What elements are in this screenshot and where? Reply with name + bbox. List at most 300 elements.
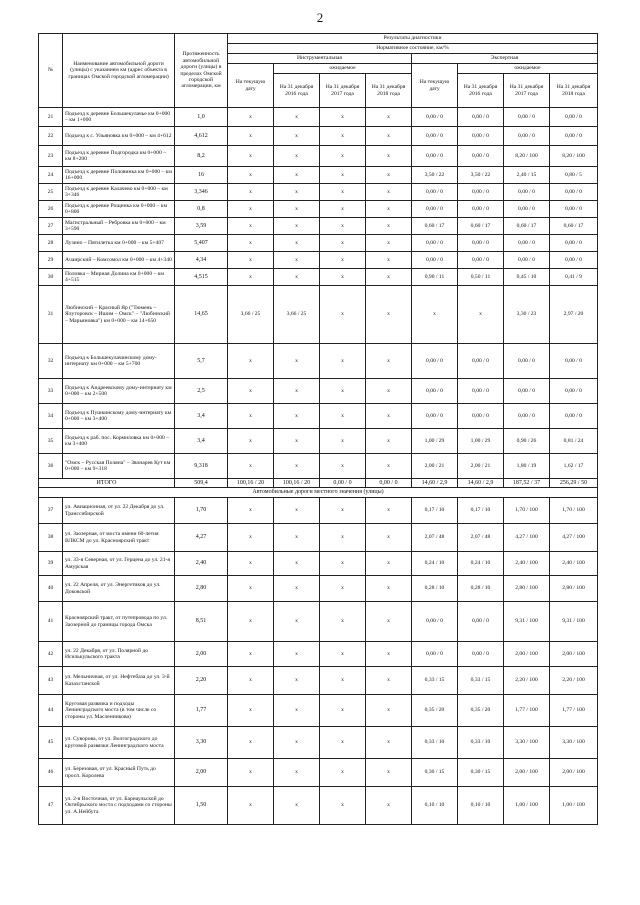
expert-2016: 0,00 / 0	[458, 404, 504, 429]
instr-current: x	[228, 727, 274, 759]
road-length: 2,80	[175, 576, 228, 602]
instr-2017: x	[320, 127, 366, 146]
expert-2018: 0,00 / 0	[550, 108, 598, 127]
row-number: 46	[39, 759, 63, 787]
instr-2018: x	[366, 404, 412, 429]
header-instr-current: На текущую дату	[228, 64, 274, 108]
section-title: Автомобильные дороги местного значения (улицы)	[39, 488, 598, 498]
instr-current: x	[228, 498, 274, 524]
road-name: Магистральный – Ребровка км 0+000 – км 3+590	[63, 218, 175, 235]
expert-current: 0,10 / 10	[412, 787, 458, 825]
road-name: Подъезд к раб. пос. Кормиловка км 0+000 – км 3+400	[63, 429, 175, 454]
expert-current: 0,00 / 0	[412, 127, 458, 146]
total-row	[39, 479, 598, 488]
instr-current: x	[228, 269, 274, 286]
expert-2017: 2,00 / 100	[504, 759, 550, 787]
expert-2017: 1,80 / 19	[504, 454, 550, 479]
road-name: Красноярский тракт, от путепровода по ул. Заозерной до границы города Омска	[63, 602, 175, 642]
instr-current: x	[228, 667, 274, 695]
row-number: 33	[39, 379, 63, 404]
row-number: 26	[39, 201, 63, 218]
expert-2017: 0,00 / 0	[504, 184, 550, 201]
header-expert-2018: На 31 декабря 2018 года	[550, 74, 598, 108]
row-number: 37	[39, 498, 63, 524]
table-row	[39, 576, 598, 602]
instr-2018: x	[366, 454, 412, 479]
instr-current: x	[228, 642, 274, 667]
road-name: Подъезд к деревне Подгородка км 0+000 – км 8+200	[63, 146, 175, 167]
row-number: 45	[39, 727, 63, 759]
expert-current: 1,00 / 29	[412, 429, 458, 454]
instr-2016: x	[274, 727, 320, 759]
road-length: 3,4	[175, 404, 228, 429]
expert-2017: 0,00 / 0	[504, 344, 550, 379]
expert-current: 0,00 / 0	[412, 642, 458, 667]
row-number: 43	[39, 667, 63, 695]
road-name: Подъезд к деревне Большекулачье км 0+000 – км 1+000	[63, 108, 175, 127]
instr-2016: 3,66 / 25	[274, 286, 320, 344]
instr-2018: x	[366, 695, 412, 727]
expert-current: 0,17 / 10	[412, 498, 458, 524]
row-number: 21	[39, 108, 63, 127]
expert-2018: 1,77 / 100	[550, 695, 598, 727]
expert-2016: 0,00 / 0	[458, 344, 504, 379]
instr-current: x	[228, 787, 274, 825]
instr-2018: x	[366, 252, 412, 269]
header-length: Протяженность автомобильной дороги (улицы) в пределах Омской городской агломерации, км	[175, 34, 228, 108]
total-instr-2018: 0,00 / 0	[366, 479, 412, 488]
table-row	[39, 286, 598, 344]
expert-2018: 2,00 / 100	[550, 642, 598, 667]
row-number: 39	[39, 552, 63, 576]
row-number: 30	[39, 269, 63, 286]
road-length: 2,20	[175, 667, 228, 695]
instr-2016: x	[274, 184, 320, 201]
expert-2016: 0,17 / 10	[458, 498, 504, 524]
road-length: 5,7	[175, 344, 228, 379]
row-number: 24	[39, 167, 63, 184]
instr-2016: x	[274, 759, 320, 787]
expert-2018: 0,00 / 0	[550, 235, 598, 252]
total-instr-current: 100,16 / 20	[228, 479, 274, 488]
expert-current: 0,00 / 0	[412, 379, 458, 404]
instr-2017: x	[320, 344, 366, 379]
expert-current: 0,00 / 0	[412, 252, 458, 269]
instr-2018: x	[366, 201, 412, 218]
expert-2016: 0,10 / 10	[458, 787, 504, 825]
header-norm-state: Нормативное состояние, км/%	[228, 44, 598, 54]
expert-2017: 0,90 / 26	[504, 429, 550, 454]
road-length: 3,4	[175, 429, 228, 454]
instr-2017: x	[320, 235, 366, 252]
instr-2018: x	[366, 759, 412, 787]
expert-2016: 0,00 / 0	[458, 642, 504, 667]
header-expert-2017: На 31 декабря 2017 года	[504, 74, 550, 108]
header-instr-expected: ожидаемое	[274, 64, 412, 74]
road-name: ул. 2-я Восточная, от ул. Барнаульской до Октябрьского моста с подходами со стороны ул. А.Нейбута	[63, 787, 175, 825]
table-row	[39, 642, 598, 667]
road-name: Подъезд к Андреевскому дому-интернату км 0+000 – км 2+500	[63, 379, 175, 404]
instr-2018: x	[366, 127, 412, 146]
road-length: 2,5	[175, 379, 228, 404]
road-name: ул. Заозерная, от моста имени 60-летия ВЛКСМ до ул. Красноярский тракт	[63, 524, 175, 552]
row-number: 41	[39, 602, 63, 642]
instr-2016: x	[274, 524, 320, 552]
expert-2017: 1,00 / 100	[504, 787, 550, 825]
instr-current: x	[228, 576, 274, 602]
expert-2017: 1,77 / 100	[504, 695, 550, 727]
row-number: 36	[39, 454, 63, 479]
instr-2017: x	[320, 218, 366, 235]
instr-2017: x	[320, 108, 366, 127]
instr-2016: x	[274, 576, 320, 602]
instr-2018: x	[366, 146, 412, 167]
expert-2016: 0,00 / 0	[458, 127, 504, 146]
table-row	[39, 787, 598, 825]
expert-2016: 2,00 / 21	[458, 454, 504, 479]
expert-2018: 0,00 / 0	[550, 344, 598, 379]
instr-current: x	[228, 695, 274, 727]
expert-2016: 0,00 / 0	[458, 379, 504, 404]
expert-current: 0,00 / 0	[412, 146, 458, 167]
table-row	[39, 552, 598, 576]
road-length: 4,34	[175, 252, 228, 269]
instr-current: x	[228, 146, 274, 167]
instr-2018: x	[366, 167, 412, 184]
instr-current: x	[228, 404, 274, 429]
instr-2017: x	[320, 201, 366, 218]
expert-current: 0,00 / 0	[412, 602, 458, 642]
expert-2017: 2,40 / 15	[504, 167, 550, 184]
expert-current: 0,30 / 15	[412, 759, 458, 787]
header-instrumental: Инструментальная	[228, 54, 412, 64]
expert-current: 0,00 / 0	[412, 108, 458, 127]
expert-2018: 1,62 / 17	[550, 454, 598, 479]
instr-current: x	[228, 454, 274, 479]
expert-2016: 0,00 / 0	[458, 602, 504, 642]
diagnostics-table	[38, 33, 598, 825]
expert-current: 0,00 / 0	[412, 344, 458, 379]
expert-2018: 2,80 / 100	[550, 576, 598, 602]
instr-current: x	[228, 201, 274, 218]
table-row	[39, 218, 598, 235]
table-row	[39, 108, 598, 127]
expert-2018: 0,80 / 5	[550, 167, 598, 184]
expert-current: 0,24 / 10	[412, 552, 458, 576]
row-number: 38	[39, 524, 63, 552]
road-length: 2,00	[175, 642, 228, 667]
instr-2018: x	[366, 286, 412, 344]
table-row	[39, 429, 598, 454]
table-row	[39, 379, 598, 404]
total-instr-2017: 0,00 / 0	[320, 479, 366, 488]
expert-2016: x	[458, 286, 504, 344]
total-expert-current: 14,60 / 2,9	[412, 479, 458, 488]
expert-2018: 3,30 / 100	[550, 727, 598, 759]
expert-2017: 2,40 / 100	[504, 552, 550, 576]
expert-2016: 0,35 / 20	[458, 695, 504, 727]
page-number: 2	[316, 10, 324, 25]
expert-2018: 0,00 / 0	[550, 379, 598, 404]
instr-2016: x	[274, 269, 320, 286]
instr-2016: x	[274, 695, 320, 727]
expert-current: 0,60 / 17	[412, 218, 458, 235]
row-number: 40	[39, 576, 63, 602]
expert-2016: 0,00 / 0	[458, 252, 504, 269]
header-expert-2016: На 31 декабря 2016 года	[458, 74, 504, 108]
instr-2017: x	[320, 269, 366, 286]
instr-2016: x	[274, 218, 320, 235]
instr-2016: x	[274, 344, 320, 379]
road-length: 1,0	[175, 108, 228, 127]
expert-2016: 0,00 / 0	[458, 201, 504, 218]
instr-current: x	[228, 552, 274, 576]
header-expert: Экспертная	[412, 54, 598, 64]
road-name: ул. Мельничная, от ул. Нефтебаза до ул. 3-й Казахстанской	[63, 667, 175, 695]
instr-2017: x	[320, 602, 366, 642]
expert-2018: 0,00 / 0	[550, 404, 598, 429]
expert-2017: 3,30 / 23	[504, 286, 550, 344]
row-number: 34	[39, 404, 63, 429]
table-row	[39, 498, 598, 524]
expert-2018: 0,00 / 0	[550, 201, 598, 218]
expert-current: 0,00 / 0	[412, 235, 458, 252]
instr-2018: x	[366, 108, 412, 127]
expert-2017: 3,30 / 100	[504, 727, 550, 759]
instr-2017: x	[320, 252, 366, 269]
expert-current: 0,33 / 15	[412, 667, 458, 695]
road-length: 3,59	[175, 218, 228, 235]
expert-current: 0,35 / 20	[412, 695, 458, 727]
expert-current: 0,90 / 11	[412, 269, 458, 286]
road-name: Любинский – Красный Яр ("Тюмень – Ялуторовск – Ишим – Омск" – "Любинский – Марьяновка") км 0+000 – км 14+650	[63, 286, 175, 344]
total-expert-2016: 14,60 / 2,9	[458, 479, 504, 488]
row-number: 27	[39, 218, 63, 235]
instr-2016: x	[274, 108, 320, 127]
instr-2016: x	[274, 454, 320, 479]
expert-2016: 0,00 / 0	[458, 146, 504, 167]
road-name: Подъезд к Большекулачинскому дому-интернату км 0+000 – км 5+700	[63, 344, 175, 379]
instr-2018: x	[366, 344, 412, 379]
instr-2016: x	[274, 602, 320, 642]
expert-2018: 1,00 / 100	[550, 787, 598, 825]
expert-2017: 0,00 / 0	[504, 108, 550, 127]
expert-2018: 0,00 / 0	[550, 252, 598, 269]
road-name: Подъезд к деревне Половинка км 0+000 – км 16+000	[63, 167, 175, 184]
instr-2017: x	[320, 429, 366, 454]
expert-2017: 0,00 / 0	[504, 235, 550, 252]
table-row	[39, 344, 598, 379]
table-row	[39, 269, 598, 286]
expert-2016: 0,00 / 0	[458, 108, 504, 127]
instr-2016: x	[274, 252, 320, 269]
instr-current: x	[228, 379, 274, 404]
instr-2017: x	[320, 498, 366, 524]
instr-2017: x	[320, 286, 366, 344]
total-label: ИТОГО	[39, 479, 175, 488]
instr-2017: x	[320, 524, 366, 552]
instr-current: x	[228, 252, 274, 269]
header-number: №	[39, 34, 63, 108]
road-length: 9,318	[175, 454, 228, 479]
expert-2017: 0,00 / 0	[504, 127, 550, 146]
expert-2016: 0,50 / 11	[458, 269, 504, 286]
header-results: Результаты диагностики	[228, 34, 598, 44]
instr-current: x	[228, 429, 274, 454]
road-length: 3,346	[175, 184, 228, 201]
expert-2016: 0,30 / 15	[458, 759, 504, 787]
table-row	[39, 667, 598, 695]
table-row	[39, 201, 598, 218]
expert-2016: 0,00 / 0	[458, 235, 504, 252]
instr-current: x	[228, 524, 274, 552]
instr-2016: x	[274, 642, 320, 667]
expert-current: 2,00 / 21	[412, 454, 458, 479]
instr-2017: x	[320, 379, 366, 404]
road-length: 14,65	[175, 286, 228, 344]
road-length: 4,515	[175, 269, 228, 286]
instr-2016: x	[274, 429, 320, 454]
table-row	[39, 127, 598, 146]
instr-2018: x	[366, 184, 412, 201]
expert-2017: 2,20 / 100	[504, 667, 550, 695]
instr-2017: x	[320, 146, 366, 167]
expert-2017: 0,00 / 0	[504, 252, 550, 269]
road-name: Подъезд к деревне Рощинка км 0+000 – км 0+800	[63, 201, 175, 218]
expert-2018: 4,27 / 100	[550, 524, 598, 552]
instr-2018: x	[366, 524, 412, 552]
row-number: 22	[39, 127, 63, 146]
expert-2016: 2,07 / 48	[458, 524, 504, 552]
instr-2016: x	[274, 404, 320, 429]
instr-2018: x	[366, 727, 412, 759]
instr-2016: x	[274, 379, 320, 404]
table-row	[39, 146, 598, 167]
expert-2017: 2,80 / 100	[504, 576, 550, 602]
table-row	[39, 524, 598, 552]
instr-current: x	[228, 127, 274, 146]
road-name: Подъезд к деревне Калачево км 0+000 – км 3+346	[63, 184, 175, 201]
road-name: Подъезд к Пушкинскому дому-интернату км 0+000 – км 3+400	[63, 404, 175, 429]
instr-2017: x	[320, 404, 366, 429]
row-number: 28	[39, 235, 63, 252]
header-expert-current: На текущую дату	[412, 64, 458, 108]
instr-current: x	[228, 218, 274, 235]
row-number: 44	[39, 695, 63, 727]
road-length: 1,77	[175, 695, 228, 727]
instr-current: x	[228, 167, 274, 184]
road-length: 3,30	[175, 727, 228, 759]
table-row	[39, 759, 598, 787]
expert-current: x	[412, 286, 458, 344]
road-length: 1,70	[175, 498, 228, 524]
instr-2017: x	[320, 695, 366, 727]
instr-2017: x	[320, 759, 366, 787]
table-row	[39, 252, 598, 269]
table-row	[39, 695, 598, 727]
table-row	[39, 454, 598, 479]
expert-2018: 2,00 / 100	[550, 759, 598, 787]
total-expert-2018: 256,29 / 50	[550, 479, 598, 488]
expert-2017: 0,00 / 0	[504, 201, 550, 218]
expert-current: 0,28 / 10	[412, 576, 458, 602]
road-name: ул. Суворова, от ул. Волгоградского до круговой развязки Ленинградского моста	[63, 727, 175, 759]
instr-2018: x	[366, 218, 412, 235]
expert-2016: 0,60 / 17	[458, 218, 504, 235]
road-length: 8,51	[175, 602, 228, 642]
instr-2016: x	[274, 201, 320, 218]
expert-2016: 0,24 / 10	[458, 552, 504, 576]
table-row	[39, 404, 598, 429]
road-length: 16	[175, 167, 228, 184]
expert-2018: 2,20 / 100	[550, 667, 598, 695]
table-row	[39, 727, 598, 759]
road-name: ул. Березовая, от ул. Красный Путь до просп. Королева	[63, 759, 175, 787]
road-name: ул. Авиационная, от ул. 22 Декабря до ул. Транссибирской	[63, 498, 175, 524]
instr-2018: x	[366, 602, 412, 642]
instr-current: x	[228, 602, 274, 642]
instr-2018: x	[366, 429, 412, 454]
road-name: ул. 22 Декабря, от ул. Полярной до Исилькульского тракта	[63, 642, 175, 667]
header-expert-expected: ожидаемое	[458, 64, 598, 74]
instr-2016: x	[274, 552, 320, 576]
header-road-name: Наименование автомобильной дороги (улицы) с указанием км (адрес объекта в границах Омской городской агломерации)	[63, 34, 175, 108]
row-number: 42	[39, 642, 63, 667]
total-expert-2017: 187,52 / 37	[504, 479, 550, 488]
instr-2017: x	[320, 167, 366, 184]
expert-2018: 2,40 / 100	[550, 552, 598, 576]
instr-2018: x	[366, 235, 412, 252]
instr-2016: x	[274, 667, 320, 695]
expert-current: 0,00 / 0	[412, 201, 458, 218]
row-number: 25	[39, 184, 63, 201]
expert-2018: 8,20 / 100	[550, 146, 598, 167]
table-row	[39, 184, 598, 201]
road-name: ул. 33-я Северная, от ул. Герцена до ул. 21-я Амурская	[63, 552, 175, 576]
expert-2017: 4,27 / 100	[504, 524, 550, 552]
instr-2017: x	[320, 184, 366, 201]
expert-2016: 0,28 / 10	[458, 576, 504, 602]
instr-2018: x	[366, 498, 412, 524]
instr-2017: x	[320, 642, 366, 667]
expert-2017: 0,45 / 10	[504, 269, 550, 286]
instr-2018: x	[366, 552, 412, 576]
total-length: 509,4	[175, 479, 228, 488]
instr-current: x	[228, 184, 274, 201]
section-row	[39, 488, 598, 498]
expert-2017: 8,20 / 100	[504, 146, 550, 167]
expert-2017: 2,00 / 100	[504, 642, 550, 667]
expert-current: 0,00 / 0	[412, 404, 458, 429]
row-number: 32	[39, 344, 63, 379]
expert-2016: 3,50 / 22	[458, 167, 504, 184]
instr-2016: x	[274, 146, 320, 167]
instr-2018: x	[366, 379, 412, 404]
row-number: 31	[39, 286, 63, 344]
expert-current: 3,50 / 22	[412, 167, 458, 184]
expert-2016: 0,00 / 0	[458, 184, 504, 201]
expert-2018: 0,00 / 0	[550, 184, 598, 201]
expert-2018: 9,31 / 100	[550, 602, 598, 642]
expert-2017: 0,00 / 0	[504, 379, 550, 404]
road-name: Половка – Мирная Долина км 0+000 – км 4+515	[63, 269, 175, 286]
expert-2018: 0,00 / 0	[550, 127, 598, 146]
expert-2018: 0,81 / 24	[550, 429, 598, 454]
instr-current: x	[228, 108, 274, 127]
road-name: ул. 22 Апреля, от ул. Энергетиков до ул. Доковской	[63, 576, 175, 602]
table-row	[39, 167, 598, 184]
expert-2016: 1,00 / 29	[458, 429, 504, 454]
